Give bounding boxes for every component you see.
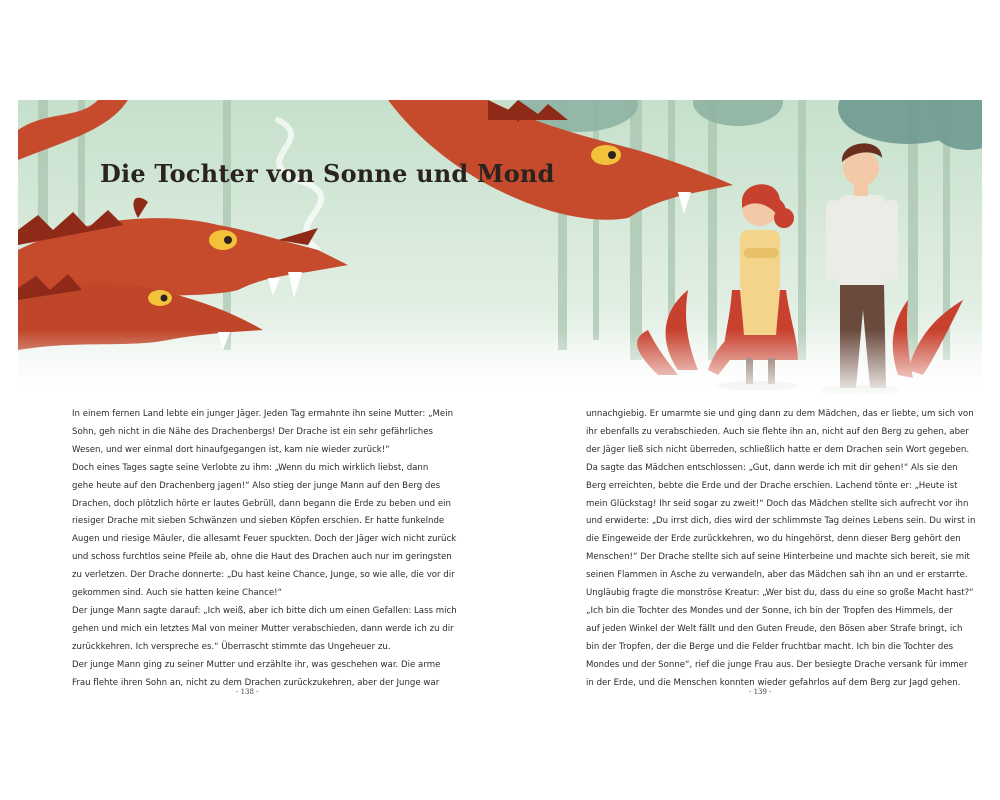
text-line: riesiger Drache mit sieben Schwänzen und sieben Köpfen erschien. Er hatte funkelnde (72, 516, 445, 527)
text-line: zu verletzen. Der Drache donnerte: „Du hast keine Chance, Junge, so wie alle, die vor dir (72, 570, 455, 581)
text-line: in der Erde, und die Menschen konnten wieder gefahrlos auf dem Berg zur Jagd gehen. (586, 677, 961, 688)
text-line: seinen Flammen in Asche zu verwandeln, aber das Mädchen sah ihn an und er erstarrte. (586, 570, 968, 581)
right-page-text (586, 406, 976, 693)
text-line: Ungläubig fragte die monströse Kreatur: „Wer bist du, dass du eine so große Macht hast?“ (586, 588, 974, 599)
text-line: Doch eines Tages sagte seine Verlobte zu ihm: „Wenn du mich wirklich liebst, dann (72, 462, 429, 473)
text-line: Berg erreichten, bebte die Erde und der Drache erschien. Lachend tönte er: „Heute ist (586, 480, 958, 491)
story-title: Die Tochter von Sonne und Mond (100, 159, 555, 189)
text-line: die Eingeweide der Erde zurückkehren, wo du hingehörst, denn dieser Berg gehört den (586, 534, 961, 545)
text-line: ihr ebenfalls zu verabschieden. Auch sie flehte ihn an, nicht auf den Berg zu gehen, aber (586, 426, 969, 437)
text-line: gehe heute auf den Drachenberg jagen!“ Also stieg der junge Mann auf den Berg des (72, 480, 441, 491)
text-line: Mondes und der Sonne“, rief die junge Frau aus. Der besiegte Drache versank für immer (586, 659, 968, 670)
text-line: Frau flehte ihren Sohn an, nicht zu dem Drachen zurückzukehren, aber der Junge war (72, 677, 440, 688)
text-line: und erwiderte: „Du irrst dich, dies wird der schlimmste Tag deines Lebens sein. Du wirst in (586, 516, 976, 527)
text-line: gehen und mich ein letztes Mal von meiner Mutter verabschieden, dann werde ich zu dir (72, 623, 454, 634)
illustration-fade (18, 330, 982, 400)
page-number-left: - 138 - (236, 688, 259, 696)
text-line: Da sagte das Mädchen entschlossen: „Gut, dann werde ich mit dir gehen!“ Als sie den (586, 462, 958, 473)
illustration-art (18, 100, 982, 400)
text-line: Sohn, geh nicht in die Nähe des Drachenbergs! Der Drache ist ein sehr gefährliches (72, 426, 433, 437)
text-line: bin der Tropfen, der die Berge und die Felder fruchtbar macht. Ich bin die Tochter des (586, 641, 954, 652)
text-line: Drachen, doch plötzlich hörte er lautes Gebrüll, dann begann die Erde zu beben und ein (72, 498, 451, 509)
text-line: Menschen!“ Der Drache stellte sich auf seine Hinterbeine und machte sich bereit, sie mit (586, 552, 970, 563)
text-line: In einem fernen Land lebte ein junger Jäger. Jeden Tag ermahnte ihn seine Mutter: „Mein (72, 409, 454, 419)
text-line: Wesen, und wer einmal dort hinaufgegangen ist, kam nie wieder zurück!“ (72, 444, 390, 455)
text-line: Augen und riesige Mäuler, die allesamt Feuer spuckten. Doch der Jäger wich nicht zurück (72, 534, 457, 545)
text-line: gekommen sind. Auch sie hatten keine Chance!“ (72, 588, 283, 599)
text-line: auf jeden Winkel der Welt fällt und den Guten Freude, den Bösen aber Strafe bringt, ich (586, 623, 963, 634)
text-line: „Ich bin die Tochter des Mondes und der Sonne, ich bin der Tropfen des Himmels, der (586, 605, 953, 616)
text-line: mein Glückstag! Ihr seid sogar zu zweit!“ Doch das Mädchen stellte sich aufrecht vor ihn (586, 498, 969, 509)
text-line: Der junge Mann sagte darauf: „Ich weiß, aber ich bitte dich um einen Gefallen: Lass mich (72, 605, 457, 616)
text-line: unnachgiebig. Er umarmte sie und ging dann zu dem Mädchen, das er liebte, um sich von (586, 409, 974, 419)
page-number-right: - 139 - (749, 688, 772, 696)
text-line: zurückkehren. Ich verspreche es.“ Überrascht stimmte das Ungeheuer zu. (72, 641, 391, 652)
text-line: der Jäger ließ sich nicht überreden, schließlich hatte er dem Drachen sein Wort gegeben. (586, 444, 970, 455)
left-page-text (72, 406, 457, 693)
text-line: und schoss furchtlos seine Pfeile ab, ohne die Haut des Drachen auch nur im geringsten (72, 552, 452, 563)
illustration (18, 100, 982, 400)
text-line: Der junge Mann ging zu seiner Mutter und erzählte ihr, was geschehen war. Die arme (72, 659, 441, 670)
